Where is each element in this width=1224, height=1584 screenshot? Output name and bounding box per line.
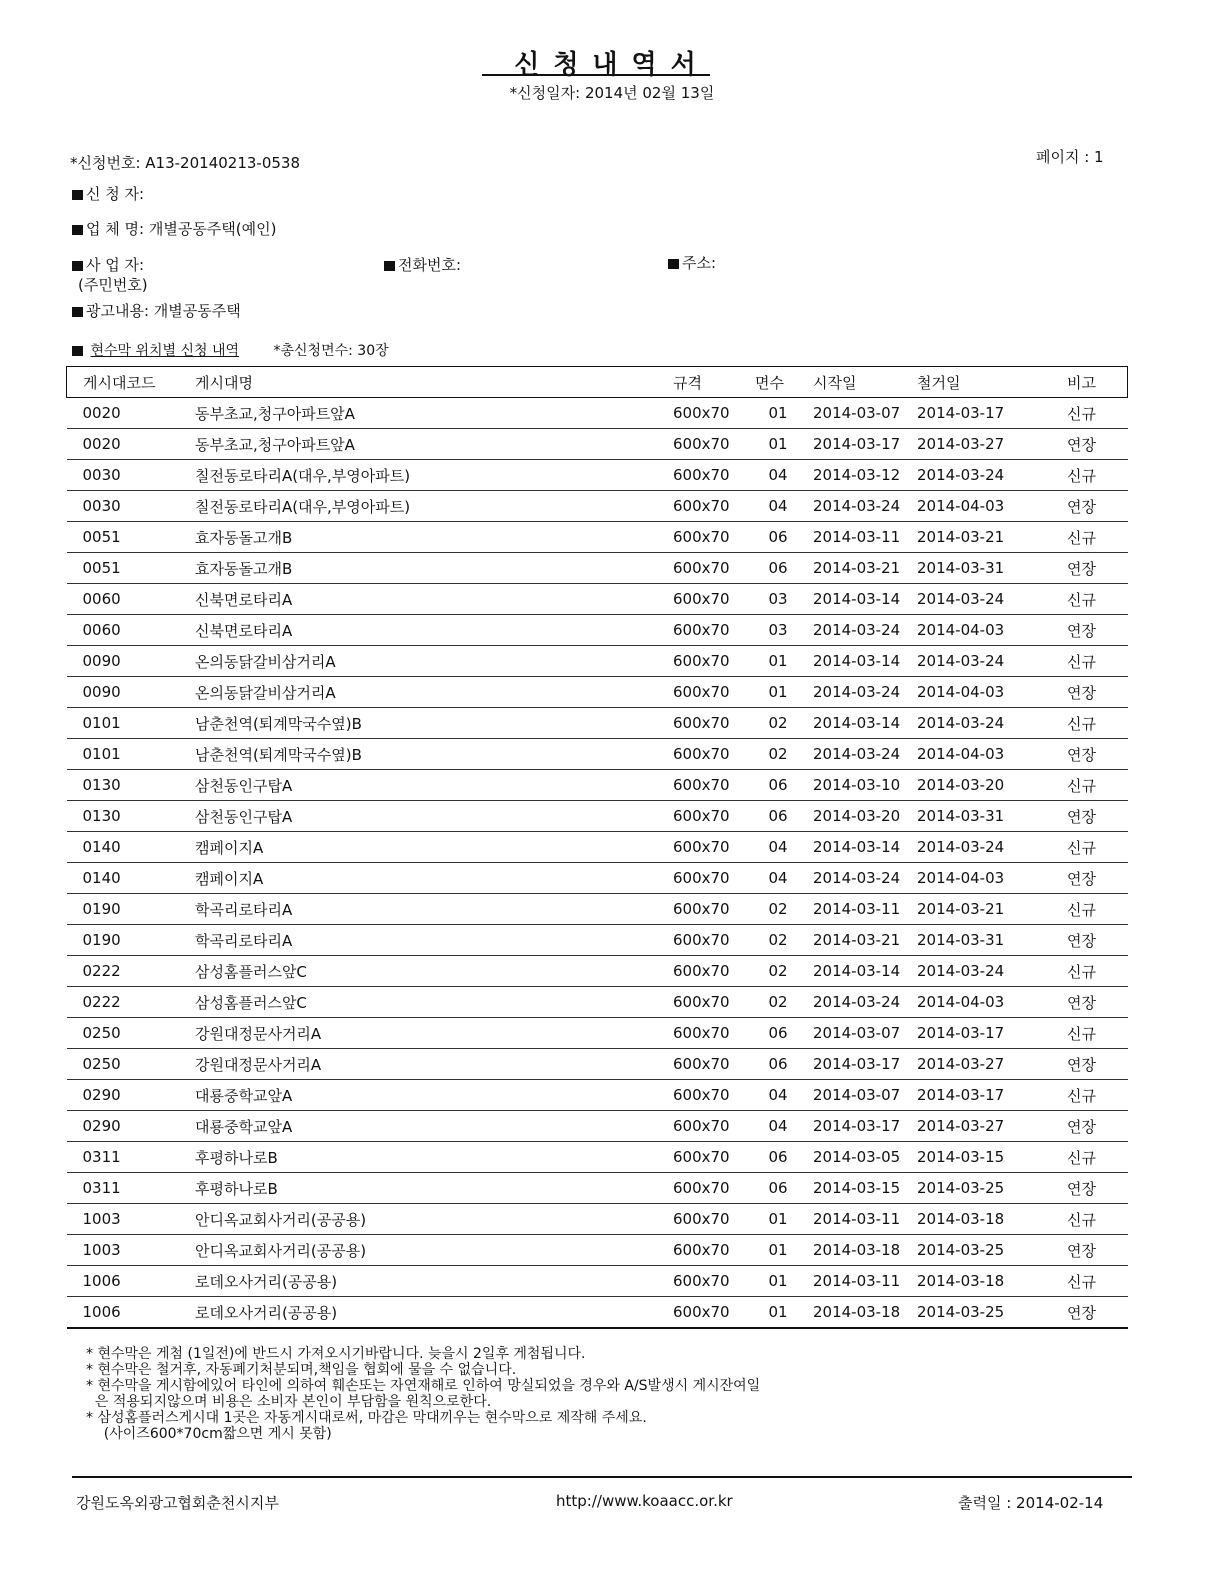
cell-spec: 600x70 <box>667 1111 749 1142</box>
cell-note: 신규 <box>1035 584 1128 615</box>
bullet-square-icon <box>72 307 83 317</box>
company-row <box>72 218 276 239</box>
cell-code: 0020 <box>67 398 190 429</box>
cell-code: 1006 <box>67 1266 190 1297</box>
section-title: 현수막 위치별 신청 내역 <box>90 343 240 359</box>
cell-count: 06 <box>749 1173 807 1204</box>
cell-note: 연장 <box>1035 801 1128 832</box>
table-row <box>67 1142 1128 1173</box>
cell-note: 신규 <box>1035 770 1128 801</box>
cell-name: 남춘천역(퇴계막국수옆)B <box>189 708 667 739</box>
cell-spec: 600x70 <box>667 584 749 615</box>
footer-url: http://www.koaacc.or.kr <box>556 1492 733 1510</box>
table-row <box>67 1266 1128 1297</box>
cell-count: 04 <box>749 1111 807 1142</box>
cell-note: 연장 <box>1035 553 1128 584</box>
cell-code: 0140 <box>67 863 190 894</box>
cell-name: 삼천동인구탑A <box>189 801 667 832</box>
header-count: 면수 <box>749 367 807 398</box>
cell-note: 신규 <box>1035 1266 1128 1297</box>
cell-note: 연장 <box>1035 739 1128 770</box>
cell-code: 0090 <box>67 646 190 677</box>
cell-count: 01 <box>749 398 807 429</box>
cell-note: 연장 <box>1035 1173 1128 1204</box>
address-label: 주소: <box>682 254 717 272</box>
cell-end: 2014-03-24 <box>911 832 1035 863</box>
cell-code: 0190 <box>67 925 190 956</box>
cell-end: 2014-03-24 <box>911 646 1035 677</box>
cell-spec: 600x70 <box>667 1049 749 1080</box>
footer-org: 강원도옥외광고협회춘천시지부 <box>76 1494 279 1512</box>
print-date: 출력일 : 2014-02-14 <box>958 1494 1104 1512</box>
cell-start: 2014-03-11 <box>807 1266 911 1297</box>
cell-code: 0250 <box>67 1049 190 1080</box>
cell-start: 2014-03-11 <box>807 1204 911 1235</box>
cell-end: 2014-03-24 <box>911 708 1035 739</box>
cell-end: 2014-03-31 <box>911 925 1035 956</box>
cell-note: 신규 <box>1035 708 1128 739</box>
cell-spec: 600x70 <box>667 708 749 739</box>
cell-name: 칠전동로타리A(대우,부영아파트) <box>189 460 667 491</box>
cell-count: 02 <box>749 956 807 987</box>
header-end: 철거일 <box>911 367 1035 398</box>
cell-note: 연장 <box>1035 987 1128 1018</box>
cell-code: 0222 <box>67 987 190 1018</box>
cell-spec: 600x70 <box>667 1266 749 1297</box>
cell-start: 2014-03-17 <box>807 1049 911 1080</box>
cell-start: 2014-03-24 <box>807 987 911 1018</box>
cell-spec: 600x70 <box>667 956 749 987</box>
table-row <box>67 460 1128 491</box>
table-row <box>67 584 1128 615</box>
cell-start: 2014-03-18 <box>807 1235 911 1266</box>
cell-name: 온의동닭갈비삼거리A <box>189 677 667 708</box>
cell-note: 신규 <box>1035 894 1128 925</box>
cell-end: 2014-03-31 <box>911 801 1035 832</box>
cell-note: 신규 <box>1035 956 1128 987</box>
notes-block <box>86 1346 760 1442</box>
cell-start: 2014-03-15 <box>807 1173 911 1204</box>
cell-start: 2014-03-07 <box>807 1018 911 1049</box>
cell-spec: 600x70 <box>667 1297 749 1329</box>
table-row <box>67 1173 1128 1204</box>
cell-code: 0290 <box>67 1080 190 1111</box>
cell-spec: 600x70 <box>667 739 749 770</box>
cell-start: 2014-03-20 <box>807 801 911 832</box>
cell-name: 동부초교,청구아파트앞A <box>189 398 667 429</box>
cell-count: 02 <box>749 708 807 739</box>
cell-count: 04 <box>749 460 807 491</box>
business-sub-label: (주민번호) <box>78 276 148 294</box>
cell-name: 삼천동인구탑A <box>189 770 667 801</box>
cell-end: 2014-03-25 <box>911 1173 1035 1204</box>
header-note: 비고 <box>1035 367 1128 398</box>
bullet-square-icon <box>668 259 679 269</box>
cell-code: 0090 <box>67 677 190 708</box>
table-row <box>67 801 1128 832</box>
cell-start: 2014-03-10 <box>807 770 911 801</box>
cell-count: 02 <box>749 739 807 770</box>
cell-count: 01 <box>749 646 807 677</box>
table-row <box>67 1235 1128 1266</box>
table-row <box>67 894 1128 925</box>
cell-start: 2014-03-24 <box>807 863 911 894</box>
cell-spec: 600x70 <box>667 987 749 1018</box>
cell-name: 효자동돌고개B <box>189 522 667 553</box>
cell-note: 연장 <box>1035 491 1128 522</box>
total-count: *총신청면수: 30장 <box>273 343 389 359</box>
cell-note: 연장 <box>1035 1235 1128 1266</box>
cell-end: 2014-03-21 <box>911 522 1035 553</box>
note-line: * 현수막을 게시함에있어 타인에 의하여 훼손또는 자연재해로 인하여 망실되었을 경우와 A/S발생시 게시잔여일 <box>86 1378 761 1394</box>
title-underline <box>482 74 710 76</box>
cell-note: 신규 <box>1035 1204 1128 1235</box>
company-value: 개별공동주택(예인) <box>148 220 277 238</box>
application-date: *신청일자: 2014년 02월 13일 <box>509 84 715 102</box>
cell-spec: 600x70 <box>667 615 749 646</box>
cell-start: 2014-03-17 <box>807 1111 911 1142</box>
cell-end: 2014-03-17 <box>911 398 1035 429</box>
ad-content-value: 개별공동주택 <box>153 302 241 320</box>
note-line: * 현수막은 게첨 (1일전)에 반드시 가져오시기바랍니다. 늦을시 2일후 게첨됩니다. <box>86 1346 586 1362</box>
cell-count: 06 <box>749 1049 807 1080</box>
bullet-square-icon <box>72 190 83 200</box>
table-row <box>67 1049 1128 1080</box>
cell-start: 2014-03-14 <box>807 584 911 615</box>
table-row <box>67 615 1128 646</box>
cell-code: 0051 <box>67 522 190 553</box>
cell-name: 신북면로타리A <box>189 584 667 615</box>
header-start: 시작일 <box>807 367 911 398</box>
cell-name: 후평하나로B <box>189 1142 667 1173</box>
footer-divider <box>72 1476 1132 1478</box>
table-row <box>67 956 1128 987</box>
cell-spec: 600x70 <box>667 646 749 677</box>
cell-code: 1003 <box>67 1204 190 1235</box>
cell-code: 0222 <box>67 956 190 987</box>
cell-note: 신규 <box>1035 1142 1128 1173</box>
table-row <box>67 491 1128 522</box>
cell-start: 2014-03-11 <box>807 894 911 925</box>
cell-end: 2014-03-25 <box>911 1235 1035 1266</box>
ad-content-label: 광고내용: <box>86 302 150 320</box>
cell-start: 2014-03-07 <box>807 1080 911 1111</box>
table-row <box>67 398 1128 429</box>
cell-name: 학곡리로타리A <box>189 894 667 925</box>
cell-count: 03 <box>749 584 807 615</box>
cell-name: 캠페이지A <box>189 863 667 894</box>
cell-spec: 600x70 <box>667 677 749 708</box>
cell-start: 2014-03-24 <box>807 491 911 522</box>
cell-name: 캠페이지A <box>189 832 667 863</box>
cell-start: 2014-03-14 <box>807 646 911 677</box>
cell-name: 온의동닭갈비삼거리A <box>189 646 667 677</box>
cell-end: 2014-03-25 <box>911 1297 1035 1329</box>
cell-count: 04 <box>749 832 807 863</box>
cell-code: 0290 <box>67 1111 190 1142</box>
cell-end: 2014-03-24 <box>911 956 1035 987</box>
note-line: * 현수막은 철거후, 자동폐기처분되며,책임을 협회에 물을 수 없습니다. <box>86 1362 517 1378</box>
cell-note: 연장 <box>1035 1111 1128 1142</box>
table-row <box>67 522 1128 553</box>
cell-start: 2014-03-12 <box>807 460 911 491</box>
cell-end: 2014-04-03 <box>911 677 1035 708</box>
cell-name: 로데오사거리(공공용) <box>189 1297 667 1329</box>
cell-end: 2014-04-03 <box>911 739 1035 770</box>
cell-note: 연장 <box>1035 863 1128 894</box>
cell-spec: 600x70 <box>667 894 749 925</box>
cell-end: 2014-03-17 <box>911 1080 1035 1111</box>
table-body <box>67 398 1128 1329</box>
cell-start: 2014-03-18 <box>807 1297 911 1329</box>
cell-count: 01 <box>749 1204 807 1235</box>
cell-end: 2014-03-17 <box>911 1018 1035 1049</box>
table-row <box>67 1018 1128 1049</box>
cell-spec: 600x70 <box>667 1142 749 1173</box>
cell-name: 삼성홈플러스앞C <box>189 956 667 987</box>
bullet-square-icon <box>72 346 83 356</box>
header-code: 게시대코드 <box>67 367 190 398</box>
table-row <box>67 987 1128 1018</box>
application-number <box>70 152 300 173</box>
cell-code: 0101 <box>67 739 190 770</box>
cell-name: 후평하나로B <box>189 1173 667 1204</box>
cell-start: 2014-03-14 <box>807 956 911 987</box>
cell-note: 연장 <box>1035 677 1128 708</box>
header-spec: 규격 <box>667 367 749 398</box>
cell-spec: 600x70 <box>667 1173 749 1204</box>
cell-note: 연장 <box>1035 925 1128 956</box>
cell-code: 0030 <box>67 460 190 491</box>
table-row <box>67 1080 1128 1111</box>
cell-name: 삼성홈플러스앞C <box>189 987 667 1018</box>
cell-name: 칠전동로타리A(대우,부영아파트) <box>189 491 667 522</box>
cell-note: 신규 <box>1035 1080 1128 1111</box>
note-line: (사이즈600*70cm짧으면 게시 못함) <box>86 1426 332 1442</box>
cell-count: 02 <box>749 925 807 956</box>
cell-end: 2014-03-18 <box>911 1204 1035 1235</box>
cell-name: 신북면로타리A <box>189 615 667 646</box>
cell-name: 강원대정문사거리A <box>189 1049 667 1080</box>
cell-code: 0250 <box>67 1018 190 1049</box>
cell-spec: 600x70 <box>667 491 749 522</box>
cell-name: 로데오사거리(공공용) <box>189 1266 667 1297</box>
cell-note: 신규 <box>1035 522 1128 553</box>
cell-end: 2014-04-03 <box>911 615 1035 646</box>
cell-code: 0311 <box>67 1142 190 1173</box>
cell-spec: 600x70 <box>667 1080 749 1111</box>
cell-code: 0060 <box>67 615 190 646</box>
page-number: 페이지 : 1 <box>1036 148 1104 166</box>
table-row <box>67 770 1128 801</box>
cell-count: 01 <box>749 429 807 460</box>
applicant-label: 신 청 자: <box>86 185 145 203</box>
cell-note: 신규 <box>1035 398 1128 429</box>
cell-count: 04 <box>749 1080 807 1111</box>
cell-end: 2014-04-03 <box>911 987 1035 1018</box>
header-name: 게시대명 <box>189 367 667 398</box>
cell-note: 신규 <box>1035 832 1128 863</box>
cell-start: 2014-03-14 <box>807 708 911 739</box>
cell-note: 신규 <box>1035 460 1128 491</box>
cell-spec: 600x70 <box>667 553 749 584</box>
cell-code: 0190 <box>67 894 190 925</box>
phone-row <box>384 254 461 275</box>
application-table <box>66 366 1128 1329</box>
table-row <box>67 553 1128 584</box>
cell-name: 대룡중학교앞A <box>189 1080 667 1111</box>
cell-end: 2014-04-03 <box>911 863 1035 894</box>
cell-count: 06 <box>749 801 807 832</box>
business-row <box>72 254 144 275</box>
cell-note: 연장 <box>1035 429 1128 460</box>
cell-spec: 600x70 <box>667 429 749 460</box>
table-row <box>67 708 1128 739</box>
cell-name: 안디옥교회사거리(공공용) <box>189 1235 667 1266</box>
cell-code: 0311 <box>67 1173 190 1204</box>
cell-name: 강원대정문사거리A <box>189 1018 667 1049</box>
table-row <box>67 429 1128 460</box>
cell-end: 2014-03-24 <box>911 460 1035 491</box>
cell-end: 2014-03-15 <box>911 1142 1035 1173</box>
cell-spec: 600x70 <box>667 460 749 491</box>
table-row <box>67 1204 1128 1235</box>
table-row <box>67 832 1128 863</box>
cell-count: 06 <box>749 1018 807 1049</box>
table-row <box>67 1111 1128 1142</box>
cell-code: 1003 <box>67 1235 190 1266</box>
cell-spec: 600x70 <box>667 925 749 956</box>
table-row <box>67 1297 1128 1329</box>
cell-code: 0130 <box>67 801 190 832</box>
cell-count: 01 <box>749 1235 807 1266</box>
applicant-row <box>72 183 144 204</box>
cell-end: 2014-03-27 <box>911 1111 1035 1142</box>
cell-end: 2014-04-03 <box>911 491 1035 522</box>
cell-spec: 600x70 <box>667 801 749 832</box>
cell-name: 동부초교,청구아파트앞A <box>189 429 667 460</box>
cell-code: 1006 <box>67 1297 190 1329</box>
cell-spec: 600x70 <box>667 832 749 863</box>
cell-spec: 600x70 <box>667 1235 749 1266</box>
cell-start: 2014-03-21 <box>807 553 911 584</box>
phone-label: 전화번호: <box>398 256 462 274</box>
cell-code: 0101 <box>67 708 190 739</box>
cell-count: 01 <box>749 1266 807 1297</box>
table-header-row <box>67 367 1128 398</box>
table-row <box>67 677 1128 708</box>
cell-code: 0140 <box>67 832 190 863</box>
cell-name: 남춘천역(퇴계막국수옆)B <box>189 739 667 770</box>
cell-end: 2014-03-31 <box>911 553 1035 584</box>
document-title: 신청내역서 <box>514 50 710 80</box>
cell-end: 2014-03-18 <box>911 1266 1035 1297</box>
cell-count: 01 <box>749 1297 807 1329</box>
cell-code: 0030 <box>67 491 190 522</box>
table-row <box>67 925 1128 956</box>
company-label: 업 체 명: <box>86 220 145 238</box>
cell-start: 2014-03-07 <box>807 398 911 429</box>
table-row <box>67 863 1128 894</box>
table-row <box>67 739 1128 770</box>
cell-code: 0130 <box>67 770 190 801</box>
cell-name: 효자동돌고개B <box>189 553 667 584</box>
business-label: 사 업 자: <box>86 256 145 274</box>
cell-start: 2014-03-11 <box>807 522 911 553</box>
cell-spec: 600x70 <box>667 770 749 801</box>
cell-count: 02 <box>749 894 807 925</box>
cell-count: 06 <box>749 1142 807 1173</box>
cell-count: 06 <box>749 522 807 553</box>
cell-count: 04 <box>749 863 807 894</box>
cell-name: 학곡리로타리A <box>189 925 667 956</box>
cell-end: 2014-03-27 <box>911 1049 1035 1080</box>
cell-code: 0051 <box>67 553 190 584</box>
cell-spec: 600x70 <box>667 863 749 894</box>
cell-note: 신규 <box>1035 1018 1128 1049</box>
note-line: * 삼성홈플러스게시대 1곳은 자동게시대로써, 마감은 막대끼우는 현수막으로 제작해 주세요. <box>86 1410 647 1426</box>
cell-start: 2014-03-14 <box>807 832 911 863</box>
cell-count: 04 <box>749 491 807 522</box>
cell-start: 2014-03-05 <box>807 1142 911 1173</box>
cell-start: 2014-03-24 <box>807 615 911 646</box>
cell-count: 01 <box>749 677 807 708</box>
bullet-square-icon <box>72 225 83 235</box>
cell-start: 2014-03-21 <box>807 925 911 956</box>
cell-start: 2014-03-24 <box>807 739 911 770</box>
application-number-label: *신청번호: <box>70 154 141 172</box>
address-row <box>668 252 716 273</box>
cell-spec: 600x70 <box>667 1204 749 1235</box>
cell-start: 2014-03-24 <box>807 677 911 708</box>
cell-code: 0020 <box>67 429 190 460</box>
cell-count: 02 <box>749 987 807 1018</box>
cell-count: 03 <box>749 615 807 646</box>
cell-note: 신규 <box>1035 646 1128 677</box>
bullet-square-icon <box>384 261 395 271</box>
cell-count: 06 <box>749 553 807 584</box>
cell-count: 06 <box>749 770 807 801</box>
cell-name: 안디옥교회사거리(공공용) <box>189 1204 667 1235</box>
cell-end: 2014-03-27 <box>911 429 1035 460</box>
cell-note: 연장 <box>1035 1049 1128 1080</box>
cell-spec: 600x70 <box>667 1018 749 1049</box>
cell-code: 0060 <box>67 584 190 615</box>
cell-end: 2014-03-24 <box>911 584 1035 615</box>
cell-spec: 600x70 <box>667 398 749 429</box>
ad-content-row <box>72 300 241 321</box>
note-line: 은 적용되지않으며 비용은 소비자 본인이 부담함을 원칙으로한다. <box>86 1394 492 1410</box>
cell-name: 대룡중학교앞A <box>189 1111 667 1142</box>
cell-note: 연장 <box>1035 1297 1128 1329</box>
table-row <box>67 646 1128 677</box>
cell-start: 2014-03-17 <box>807 429 911 460</box>
application-number-value: A13-20140213-0538 <box>145 154 300 172</box>
section-header <box>72 340 389 360</box>
cell-end: 2014-03-21 <box>911 894 1035 925</box>
cell-spec: 600x70 <box>667 522 749 553</box>
cell-note: 연장 <box>1035 615 1128 646</box>
bullet-square-icon <box>72 261 83 271</box>
cell-end: 2014-03-20 <box>911 770 1035 801</box>
